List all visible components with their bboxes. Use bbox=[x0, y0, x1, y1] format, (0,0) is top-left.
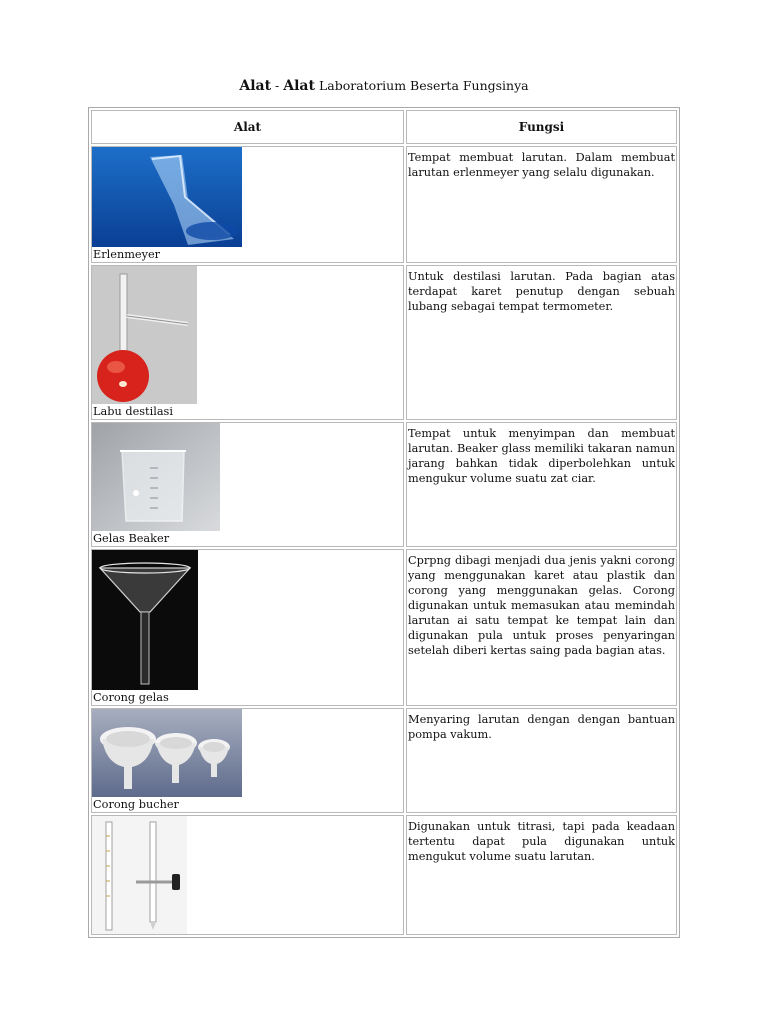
table-header-row bbox=[91, 110, 677, 144]
function-text: Tempat untuk menyimpan dan membuat larutan. Beaker glass memiliki takaran namun jarang bahkan tidak diperbolehkan untuk mengukur volume suatu zat ciar. bbox=[406, 422, 677, 547]
tool-cell bbox=[91, 422, 404, 547]
table-row bbox=[91, 815, 677, 935]
function-text: Cprpng dibagi menjadi dua jenis yakni corong yang menggunakan karet atau plastik dan corong yang menggunakan gelas. Corong digunakan untuk memasukan atau memindah larutan ai satu tempat ke tempat lain dan digunakan pula untuk proses penyaringan setelah diberi kertas saing pada bagian atas. bbox=[406, 549, 677, 706]
glass-funnel-image bbox=[92, 550, 198, 690]
title-separator: - bbox=[271, 78, 284, 93]
tool-cell bbox=[91, 815, 404, 935]
header-alat: Alat bbox=[91, 110, 404, 144]
function-text: Digunakan untuk titrasi, tapi pada keadaan tertentu dapat pula digunakan untuk mengukut volume suatu larutan. bbox=[406, 815, 677, 935]
table-row bbox=[91, 708, 677, 813]
function-text: Menyaring larutan dengan dengan bantuan pompa vakum. bbox=[406, 708, 677, 813]
tool-name: Corong bucher bbox=[93, 798, 179, 811]
tool-name: Gelas Beaker bbox=[93, 532, 170, 545]
table-row bbox=[91, 422, 677, 547]
header-fungsi: Fungsi bbox=[406, 110, 677, 144]
buchner-funnel-image bbox=[92, 709, 242, 797]
tool-name: Labu destilasi bbox=[93, 405, 173, 418]
table-row bbox=[91, 265, 677, 420]
tool-cell bbox=[91, 549, 404, 706]
title-bold-1: Alat bbox=[239, 78, 272, 94]
tool-name: Corong gelas bbox=[93, 691, 169, 704]
title-rest: Laboratorium Beserta Fungsinya bbox=[314, 78, 529, 93]
table-row bbox=[91, 549, 677, 706]
tool-cell bbox=[91, 146, 404, 263]
beaker-image bbox=[92, 423, 220, 531]
burette-image bbox=[92, 816, 187, 934]
page-title bbox=[0, 78, 768, 94]
table-row bbox=[91, 146, 677, 263]
function-text: Untuk destilasi larutan. Pada bagian atas terdapat karet penutup dengan sebuah lubang sebagai tempat termometer. bbox=[406, 265, 677, 420]
function-text: Tempat membuat larutan. Dalam membuat larutan erlenmeyer yang selalu digunakan. bbox=[406, 146, 677, 263]
title-bold-2: Alat bbox=[283, 78, 315, 94]
distillation-flask-image bbox=[92, 266, 197, 404]
lab-equipment-table bbox=[88, 107, 680, 938]
tool-cell bbox=[91, 708, 404, 813]
erlenmeyer-flask-image bbox=[92, 147, 242, 247]
tool-name: Erlenmeyer bbox=[93, 248, 161, 261]
tool-cell bbox=[91, 265, 404, 420]
